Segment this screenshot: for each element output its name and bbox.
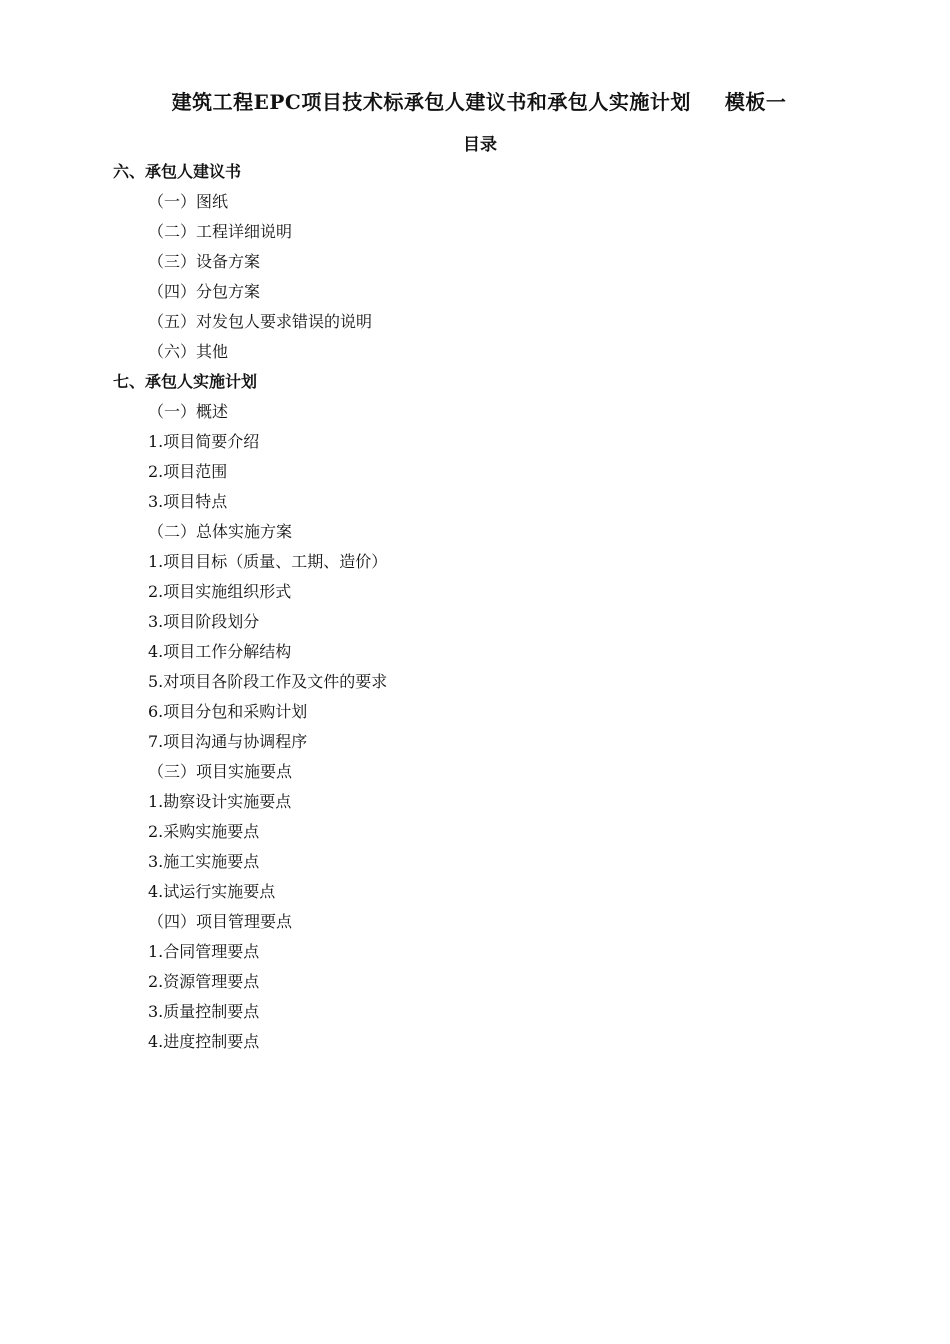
toc-heading: 目录 [463,135,497,155]
toc-subsection-item: （一）概述 [148,402,229,421]
document-title-main: 建筑工程EPC项目技术标承包人建议书和承包人实施计划 [171,90,691,114]
toc-subsection-item: （一）图纸 [148,192,229,211]
toc-numbered-item: 1.合同管理要点 [148,942,260,961]
toc-section-heading: 六、承包人建议书 [113,162,242,181]
toc-numbered-item: 2.资源管理要点 [148,972,260,991]
toc-numbered-item: 3.项目特点 [148,492,228,511]
toc-numbered-item: 4.进度控制要点 [148,1032,260,1051]
toc-subsection-item: （三）设备方案 [148,252,261,271]
document-title [0,86,950,115]
table-of-contents [0,157,950,1057]
toc-numbered-item: 6.项目分包和采购计划 [148,702,308,721]
toc-numbered-item: 3.质量控制要点 [148,1002,260,1021]
toc-numbered-item: 3.项目阶段划分 [148,612,260,631]
toc-numbered-item: 7.项目沟通与协调程序 [148,732,308,751]
toc-numbered-item: 4.项目工作分解结构 [148,642,292,661]
toc-numbered-item: 4.试运行实施要点 [148,882,276,901]
document-title-suffix: 模板一 [724,90,787,114]
toc-numbered-item: 3.施工实施要点 [148,852,260,871]
toc-numbered-item: 1.项目简要介绍 [148,432,260,451]
toc-numbered-item: 2.采购实施要点 [148,822,260,841]
toc-section-heading: 七、承包人实施计划 [113,372,258,391]
toc-numbered-item: 5.对项目各阶段工作及文件的要求 [148,672,388,691]
toc-subsection-item: （四）分包方案 [148,282,261,301]
toc-subsection-item: （六）其他 [148,342,229,361]
toc-numbered-item: 1.勘察设计实施要点 [148,792,292,811]
toc-subsection-item: （三）项目实施要点 [148,762,293,781]
toc-subsection-item: （二）工程详细说明 [148,222,293,241]
toc-subsection-item: （五）对发包人要求错误的说明 [148,312,373,331]
toc-numbered-item: 2.项目实施组织形式 [148,582,292,601]
toc-numbered-item: 2.项目范围 [148,462,228,481]
toc-numbered-item: 1.项目目标（质量、工期、造价） [148,552,388,571]
toc-subsection-item: （二）总体实施方案 [148,522,293,541]
toc-subsection-item: （四）项目管理要点 [148,912,293,931]
